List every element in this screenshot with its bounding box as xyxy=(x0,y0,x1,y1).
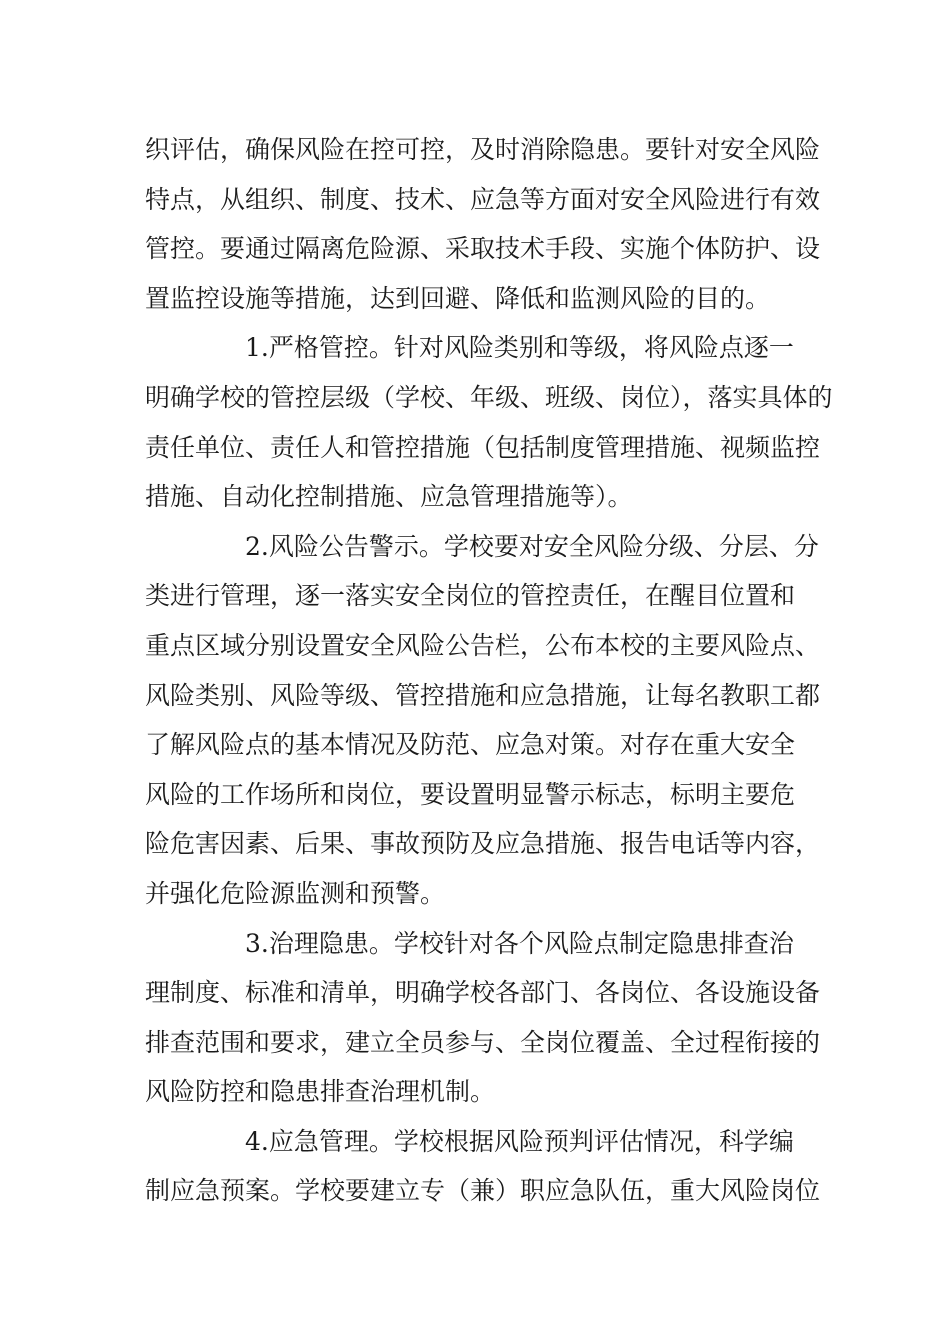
text-line: 4.应急管理。学校根据风险预判评估情况，科学编 xyxy=(245,1126,794,1156)
text-line: 排查范围和要求，建立全员参与、全岗位覆盖、全过程衔接的 xyxy=(145,1027,821,1057)
text-line: 3.治理隐患。学校针对各个风险点制定隐患排查治 xyxy=(245,928,794,958)
paragraph-risk-warning xyxy=(145,522,825,919)
text-line: 置监控设施等措施，达到回避、降低和监测风险的目的。 xyxy=(145,283,771,313)
text-line: 了解风险点的基本情况及防范、应急对策。对存在重大安全 xyxy=(145,730,796,760)
text-line: 1.严格管控。针对风险类别和等级，将风险点逐一 xyxy=(245,333,794,363)
paragraph-hazard-governance xyxy=(145,919,825,1117)
text-line: 风险的工作场所和岗位，要设置明显警示标志，标明主要危 xyxy=(145,779,796,809)
paragraph-risk-control-intro xyxy=(145,125,825,323)
text-line: 险危害因素、后果、事故预防及应急措施、报告电话等内容， xyxy=(145,829,821,859)
text-line: 特点，从组织、制度、技术、应急等方面对安全风险进行有效 xyxy=(145,184,821,214)
text-line: 管控。要通过隔离危险源、采取技术手段、实施个体防护、设 xyxy=(145,234,821,264)
text-line: 风险防控和隐患排查治理机制。 xyxy=(145,1077,496,1107)
text-line: 理制度、标准和清单，明确学校各部门、各岗位、各设施设备 xyxy=(145,978,821,1008)
paragraph-strict-control xyxy=(145,323,833,521)
text-line: 制应急预案。学校要建立专（兼）职应急队伍，重大风险岗位 xyxy=(145,1176,821,1206)
text-line: 织评估，确保风险在控可控，及时消除隐患。要针对安全风险 xyxy=(145,135,821,164)
text-line: 2.风险公告警示。学校要对安全风险分级、分层、分 xyxy=(245,531,819,561)
text-line: 风险类别、风险等级、管控措施和应急措施，让每名教职工都 xyxy=(145,680,821,710)
text-line: 并强化危险源监测和预警。 xyxy=(145,878,446,908)
text-line: 类进行管理，逐一落实安全岗位的管控责任，在醒目位置和 xyxy=(145,581,796,611)
text-line: 明确学校的管控层级（学校、年级、班级、岗位），落实具体的 xyxy=(145,382,833,412)
text-line: 重点区域分别设置安全风险公告栏，公布本校的主要风险点、 xyxy=(145,630,821,660)
text-line: 责任单位、责任人和管控措施（包括制度管理措施、视频监控 xyxy=(145,432,821,462)
paragraph-emergency-management xyxy=(145,1117,825,1216)
document-body xyxy=(145,125,833,1216)
text-line: 措施、自动化控制措施、应急管理措施等）。 xyxy=(145,482,633,512)
